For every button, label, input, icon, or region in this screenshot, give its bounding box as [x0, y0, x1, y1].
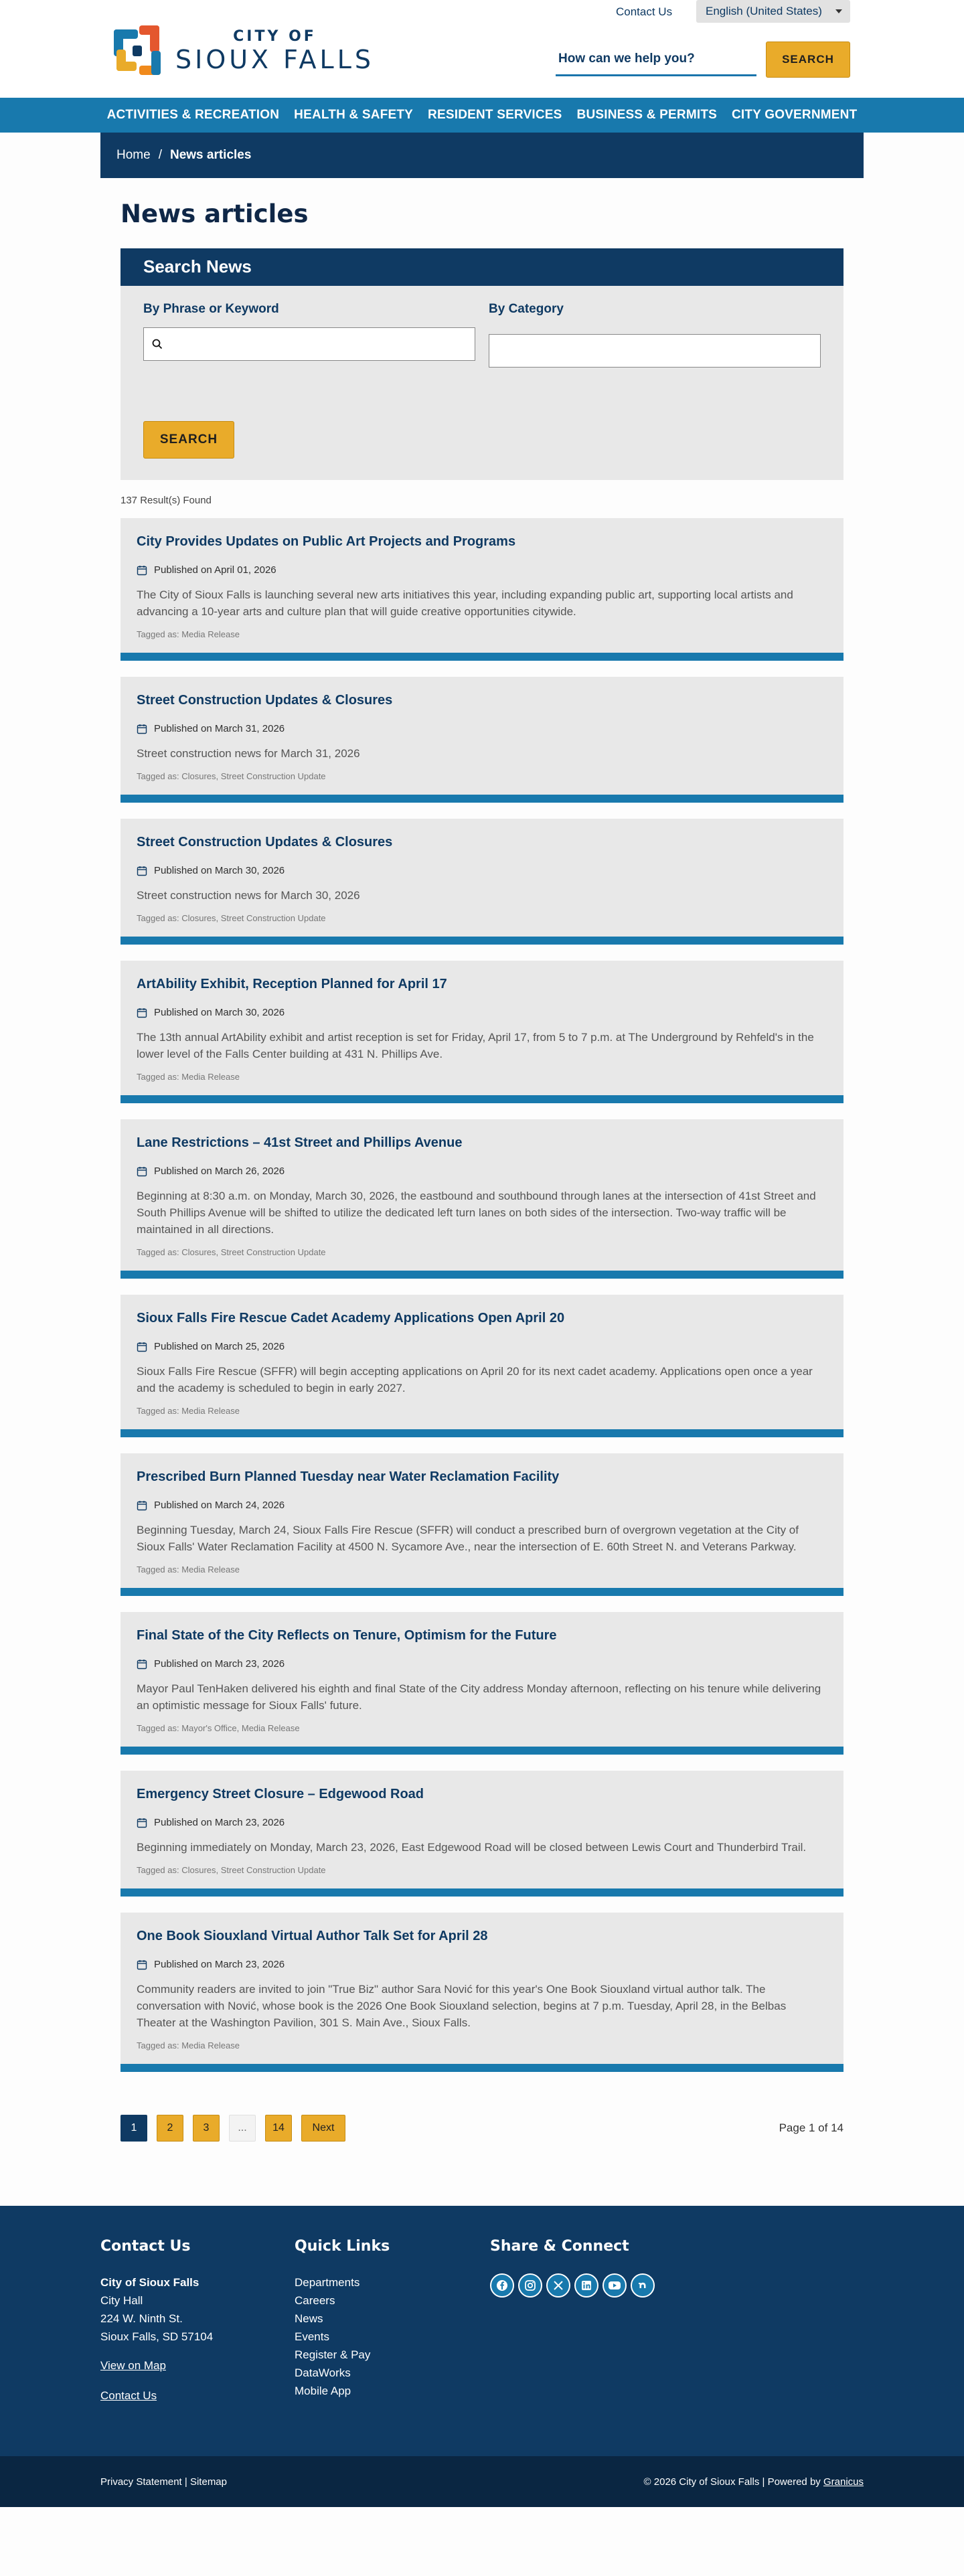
nextdoor-icon[interactable]	[631, 2273, 655, 2298]
article-date	[137, 865, 827, 876]
footer-contact-heading: Contact Us	[100, 2238, 191, 2255]
news-article-card	[120, 1295, 843, 1437]
article-title-link[interactable]: Street Construction Updates & Closures	[137, 835, 393, 850]
footer-quick-heading: Quick Links	[295, 2238, 390, 2255]
page-3-button[interactable]: 3	[193, 2115, 220, 2142]
calendar-icon	[137, 1166, 147, 1177]
site-footer	[0, 2206, 964, 2507]
page-ellipsis: ...	[229, 2115, 256, 2142]
article-list	[120, 518, 843, 2072]
quick-link-events[interactable]: Events	[295, 2330, 329, 2343]
article-date-text: Published on March 23, 2026	[154, 1959, 285, 1970]
article-tags: Tagged as: Media Release	[137, 1406, 240, 1416]
article-date-text: Published on March 26, 2026	[154, 1165, 285, 1177]
search-icon	[152, 339, 163, 349]
article-summary: The 13th annual ArtAbility exhibit and artist reception is set for Friday, April 17, from 5 to 7 p.m. at The Underground by Rehfeld's in the lower level of the Falls Center building at 431 N. Phillips Ave.	[137, 1031, 814, 1060]
view-on-map-link[interactable]: View on Map	[100, 2359, 166, 2372]
article-date-text: Published on April 01, 2026	[154, 564, 276, 576]
social-links	[490, 2273, 659, 2298]
calendar-icon	[137, 866, 147, 876]
calendar-icon	[137, 1500, 147, 1511]
page-indicator: Page 1 of 14	[779, 2121, 843, 2134]
article-title-link[interactable]: Prescribed Burn Planned Tuesday near Water Reclamation Facility	[137, 1469, 560, 1484]
language-value: English (United States)	[706, 5, 822, 17]
article-tags: Tagged as: Mayor's Office, Media Release	[137, 1723, 300, 1733]
breadcrumb-current: News articles	[169, 148, 252, 162]
article-title-link[interactable]: Sioux Falls Fire Rescue Cadet Academy Applications Open April 20	[137, 1311, 565, 1325]
article-date	[137, 1165, 827, 1177]
article-summary: Beginning Tuesday, March 24, Sioux Falls Fire Rescue (SFFR) will conduct a prescribed burn of overgrown vegetation at the City of Sioux Falls' Water Reclamation Facility at 4500 N. Sycamore Ave., near the intersection of E. 60th Street N. and Veterans Parkway.	[137, 1524, 799, 1553]
logo-line2: SIOUX FALLS	[175, 45, 374, 74]
footer-bottom-bar	[0, 2456, 964, 2507]
article-title-link[interactable]: City Provides Updates on Public Art Projects and Programs	[137, 534, 516, 549]
quick-link-dataworks[interactable]: DataWorks	[295, 2366, 351, 2379]
search-panel-body	[120, 286, 843, 480]
linkedin-icon[interactable]	[574, 2273, 598, 2298]
page-2-button[interactable]: 2	[157, 2115, 183, 2142]
footer-link-separator: |	[184, 2476, 187, 2488]
article-tags: Tagged as: Closures, Street Construction Update	[137, 1247, 326, 1257]
article-date	[137, 1500, 827, 1511]
site-header	[0, 0, 964, 178]
keyword-input[interactable]	[143, 327, 475, 361]
chevron-down-icon	[835, 9, 842, 13]
article-tags: Tagged as: Media Release	[137, 2040, 240, 2050]
sitemap-link[interactable]: Sitemap	[189, 2476, 227, 2488]
category-select[interactable]	[489, 334, 821, 368]
article-summary: Street construction news for March 31, 2026	[137, 747, 360, 760]
breadcrumb-separator: /	[158, 148, 162, 162]
logo-text	[175, 29, 374, 72]
article-date-text: Published on March 23, 2026	[154, 1817, 285, 1828]
instagram-icon[interactable]	[518, 2273, 542, 2298]
article-summary: Sioux Falls Fire Rescue (SFFR) will begin accepting applications on April 20 for its next cadet academy. Applications open once a year and the academy is scheduled to begin in early 2027.	[137, 1365, 813, 1394]
footer-contact-column	[100, 2238, 213, 2405]
calendar-icon	[137, 565, 147, 576]
news-article-card	[120, 819, 843, 945]
logo-line1: CITY OF	[233, 28, 317, 45]
language-select[interactable]	[696, 0, 850, 23]
article-date	[137, 564, 827, 576]
category-label: By Category	[489, 302, 564, 316]
calendar-icon	[137, 724, 147, 734]
article-date-text: Published on March 24, 2026	[154, 1500, 285, 1511]
next-page-button[interactable]: Next	[301, 2115, 345, 2142]
nav-item-activities[interactable]: ACTIVITIES & RECREATION	[106, 108, 280, 122]
article-title-link[interactable]: Final State of the City Reflects on Tenure, Optimism for the Future	[137, 1628, 557, 1643]
nav-item-health[interactable]: HEALTH & SAFETY	[294, 108, 414, 122]
article-summary: Street construction news for March 30, 2026	[137, 889, 360, 902]
facebook-icon[interactable]	[490, 2273, 514, 2298]
article-date	[137, 1959, 827, 1970]
copyright-text: © 2026 City of Sioux Falls | Powered by	[643, 2476, 821, 2488]
result-count: 137 Result(s) Found	[120, 495, 212, 506]
page-title: News articles	[120, 199, 309, 228]
article-tags: Tagged as: Closures, Street Construction Update	[137, 771, 326, 781]
article-date	[137, 1007, 827, 1018]
footer-copyright	[644, 2476, 864, 2488]
footer-main	[0, 2206, 964, 2456]
privacy-statement-link[interactable]: Privacy Statement	[100, 2476, 182, 2488]
breadcrumb-home[interactable]: Home	[116, 148, 151, 162]
page-14-button[interactable]: 14	[265, 2115, 292, 2142]
news-article-card	[120, 1119, 843, 1279]
article-date	[137, 1341, 827, 1352]
site-logo[interactable]	[112, 24, 374, 78]
main-content	[120, 199, 843, 2142]
footer-address-line: 224 W. Ninth St.	[100, 2312, 183, 2325]
footer-address-line: City Hall	[100, 2294, 143, 2307]
article-tags: Tagged as: Media Release	[137, 1072, 240, 1082]
news-article-card	[120, 961, 843, 1103]
main-nav	[0, 98, 964, 133]
pagination	[120, 2115, 843, 2142]
footer-share-column	[490, 2238, 659, 2298]
news-article-card	[120, 1913, 843, 2072]
article-tags: Tagged as: Closures, Street Construction Update	[137, 913, 326, 923]
news-article-card	[120, 518, 843, 661]
nav-item-business[interactable]: BUSINESS & PERMITS	[576, 108, 718, 122]
footer-quick-links-column	[295, 2238, 390, 2400]
site-search-input[interactable]	[556, 43, 756, 76]
article-summary: Mayor Paul TenHaken delivered his eighth and final State of the City address Monday afternoon, reflecting on his tenure while delivering an optimistic message for Sioux Falls' future.	[137, 1682, 821, 1712]
granicus-link[interactable]: Granicus	[823, 2476, 864, 2488]
quick-link-mobile-app[interactable]: Mobile App	[295, 2385, 351, 2397]
footer-address-line: Sioux Falls, SD 57104	[100, 2330, 214, 2343]
news-article-card	[120, 1771, 843, 1897]
article-date	[137, 723, 827, 734]
site-search-button[interactable]: SEARCH	[766, 42, 850, 78]
news-article-card	[120, 1453, 843, 1596]
article-date-text: Published on March 23, 2026	[154, 1658, 285, 1670]
footer-contact-link[interactable]: Contact Us	[100, 2389, 157, 2402]
search-panel-title: Search News	[120, 248, 843, 286]
article-title-link[interactable]: Lane Restrictions – 41st Street and Phillips Avenue	[137, 1135, 463, 1150]
calendar-icon	[137, 1342, 147, 1352]
calendar-icon	[137, 1659, 147, 1670]
article-date-text: Published on March 25, 2026	[154, 1341, 285, 1352]
article-date-text: Published on March 30, 2026	[154, 865, 285, 876]
logo-mark-icon	[112, 24, 163, 78]
quick-link-news[interactable]: News	[295, 2312, 323, 2325]
news-article-card	[120, 677, 843, 803]
header-contact-link[interactable]: Contact Us	[616, 5, 673, 18]
breadcrumb	[100, 133, 864, 178]
quick-link-careers[interactable]: Careers	[295, 2294, 335, 2307]
news-search-panel	[120, 248, 843, 480]
article-title-link[interactable]: ArtAbility Exhibit, Reception Planned for April 17	[137, 977, 447, 991]
footer-org: City of Sioux Falls	[100, 2276, 199, 2289]
footer-legal-links	[100, 2476, 227, 2488]
news-search-button[interactable]: SEARCH	[143, 421, 234, 459]
article-summary: Community readers are invited to join "True Biz" author Sara Nović for this year's One Book Siouxland virtual author talk. The conversation with Nović, whose book is the 2026 One Book Siouxland selection, begins at 7 p.m. Tuesday, April 28, in the Belbas Theater at the Washington Pavilion, 301 S. Main Ave., Sioux Falls.	[137, 1983, 787, 2029]
article-tags: Tagged as: Closures, Street Construction Update	[137, 1865, 326, 1875]
article-title-link[interactable]: Emergency Street Closure – Edgewood Road	[137, 1787, 424, 1801]
article-date-text: Published on March 30, 2026	[154, 1007, 285, 1018]
calendar-icon	[137, 1818, 147, 1828]
x-icon[interactable]	[546, 2273, 570, 2298]
article-tags: Tagged as: Media Release	[137, 1564, 240, 1575]
youtube-icon[interactable]	[602, 2273, 627, 2298]
article-date-text: Published on March 31, 2026	[154, 723, 285, 734]
calendar-icon	[137, 1008, 147, 1018]
article-summary: The City of Sioux Falls is launching several new arts initiatives this year, including expanding public art, supporting local artists and advancing a 10-year arts and culture plan that will guide creative opportunities citywide.	[137, 588, 793, 618]
article-tags: Tagged as: Media Release	[137, 629, 240, 639]
nav-item-government[interactable]: CITY GOVERNMENT	[732, 108, 858, 122]
page-1-button[interactable]: 1	[120, 2115, 147, 2142]
quick-link-register-pay[interactable]: Register & Pay	[295, 2348, 371, 2361]
article-date	[137, 1658, 827, 1670]
article-title-link[interactable]: One Book Siouxland Virtual Author Talk Set for April 28	[137, 1929, 488, 1943]
top-bar	[0, 0, 964, 98]
news-article-card	[120, 1612, 843, 1755]
keyword-label: By Phrase or Keyword	[143, 302, 279, 316]
article-date	[137, 1817, 827, 1828]
article-title-link[interactable]: Street Construction Updates & Closures	[137, 693, 393, 708]
article-summary: Beginning at 8:30 a.m. on Monday, March 30, 2026, the eastbound and southbound through lanes at the intersection of 41st Street and South Phillips Avenue will be shifted to utilize the dedicated left turn lanes on both sides of the intersection. Two-way traffic will be maintained in all directions.	[137, 1190, 816, 1236]
quick-link-departments[interactable]: Departments	[295, 2276, 360, 2289]
calendar-icon	[137, 1959, 147, 1970]
nav-item-resident[interactable]: RESIDENT SERVICES	[428, 108, 562, 122]
footer-share-heading: Share & Connect	[490, 2238, 629, 2255]
article-summary: Beginning immediately on Monday, March 23, 2026, East Edgewood Road will be closed between Lewis Court and Thunderbird Trail.	[137, 1841, 807, 1854]
